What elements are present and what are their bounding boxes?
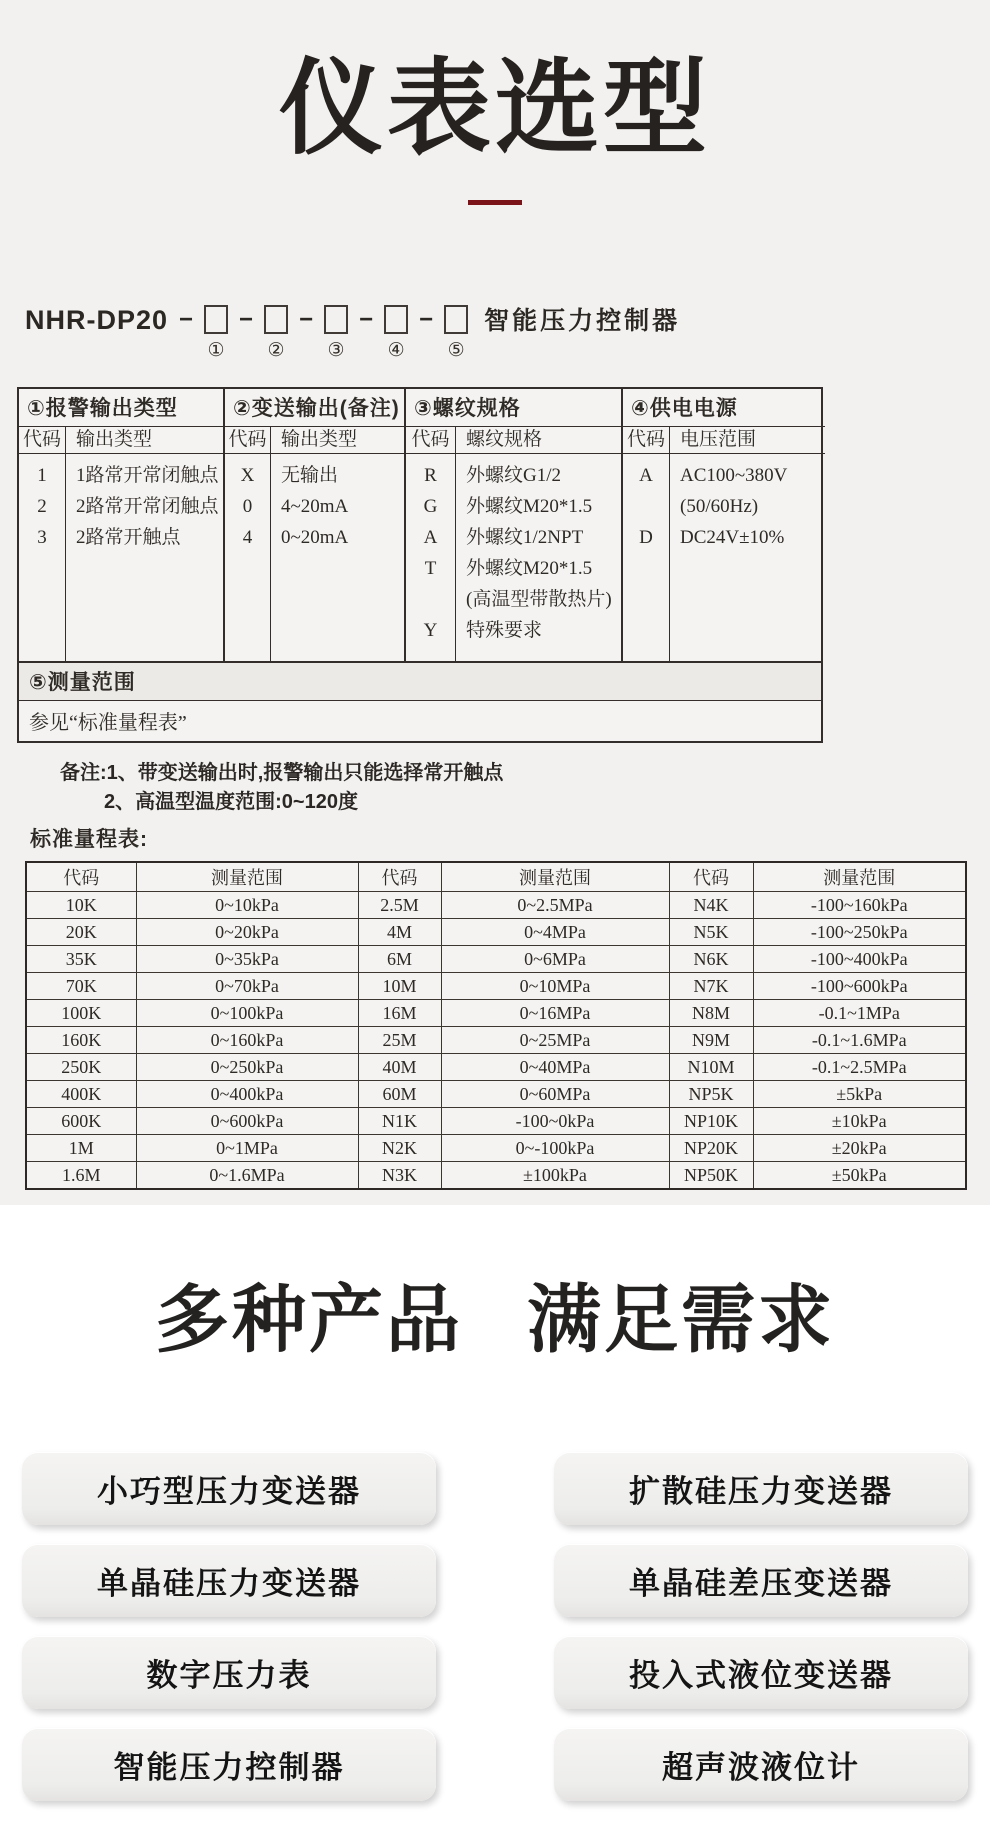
group-title: ③螺纹规格 [406, 389, 621, 427]
measure-range-header: ⑤测量范围 [19, 661, 821, 701]
page-title: 仪表选型 [278, 51, 711, 167]
group-title: ④供电电源 [623, 389, 825, 427]
desc-header: 电压范围 [680, 429, 757, 451]
position-marker-4: ④ [387, 340, 405, 362]
model-separator: − [359, 306, 374, 334]
note-line-2: 2、高温型温度范围:0~120度 [104, 791, 358, 814]
model-code-box [384, 305, 408, 334]
product-button-monocrystalline-silicon-pressure-transmitter[interactable]: 单晶硅压力变送器 [22, 1544, 436, 1617]
product-button-compact-pressure-transmitter[interactable]: 小巧型压力变送器 [22, 1452, 436, 1525]
table-row: 20K 0~20kPa 4M 0~4MPa N5K -100~250kPa [26, 919, 966, 946]
selection-table [17, 387, 823, 743]
table-row: 600K 0~600kPa N1K -100~0kPa NP10K ±10kPa [26, 1108, 966, 1135]
desc-column: 外螺纹G1/2 外螺纹M20*1.5 外螺纹1/2NPT 外螺纹M20*1.5 (高温型带散热片) 特殊要求 [466, 465, 612, 642]
group-power-supply [623, 389, 825, 661]
code-column: X 0 4 [225, 454, 271, 661]
notes [60, 759, 990, 817]
products-section [0, 1205, 990, 1801]
position-marker-5: ⑤ [447, 340, 465, 362]
table-row: 35K 0~35kPa 6M 0~6MPa N6K -100~400kPa [26, 946, 966, 973]
model-separator: − [299, 306, 314, 334]
position-marker-2: ② [267, 340, 285, 362]
table-row: 1.6M 0~1.6MPa N3K ±100kPa NP50K ±50kPa [26, 1162, 966, 1189]
group-alarm-output [19, 389, 225, 661]
desc-column: 无输出 4~20mA 0~20mA [281, 465, 349, 549]
model-slot-5 [444, 305, 468, 361]
measure-range-value: 参见“标准量程表” [29, 712, 187, 735]
table-row: 70K 0~70kPa 10M 0~10MPa N7K -100~600kPa [26, 973, 966, 1000]
desc-header: 输出类型 [281, 429, 358, 451]
product-button-digital-pressure-gauge[interactable]: 数字压力表 [22, 1636, 436, 1709]
desc-header: 螺纹规格 [466, 429, 543, 451]
products-title [0, 1205, 990, 1362]
code-header: 代码 [19, 427, 66, 453]
range-table [25, 861, 967, 1190]
table-row: 10K 0~10kPa 2.5M 0~2.5MPa N4K -100~160kPa [26, 892, 966, 919]
table-row: 250K 0~250kPa 40M 0~40MPa N10M -0.1~2.5MPa [26, 1054, 966, 1081]
group-title: ①报警输出类型 [19, 389, 223, 427]
table-row: 1M 0~1MPa N2K 0~-100kPa NP20K ±20kPa [26, 1135, 966, 1162]
position-marker-3: ③ [327, 340, 345, 362]
code-header: 代码 [623, 427, 670, 453]
product-button-monocrystalline-silicon-dp-transmitter[interactable]: 单晶硅差压变送器 [554, 1544, 968, 1617]
model-suffix: 智能压力控制器 [484, 307, 681, 336]
model-slot-2 [264, 305, 288, 361]
model-separator: − [179, 306, 194, 334]
code-header: 代码 [225, 427, 271, 453]
desc-header: 输出类型 [76, 429, 153, 451]
range-table-label: 标准量程表: [30, 828, 148, 852]
model-code-box [264, 305, 288, 334]
code-column: 1 2 3 [19, 454, 66, 661]
products-grid [22, 1452, 968, 1801]
product-button-diffused-silicon-pressure-transmitter[interactable]: 扩散硅压力变送器 [554, 1452, 968, 1525]
table-row: 400K 0~400kPa 60M 0~60MPa NP5K ±5kPa [26, 1081, 966, 1108]
product-button-ultrasonic-level-meter[interactable]: 超声波液位计 [554, 1728, 968, 1801]
code-column: R G A T Y [406, 454, 456, 661]
model-separator: − [239, 306, 254, 334]
product-button-smart-pressure-controller[interactable]: 智能压力控制器 [22, 1728, 436, 1801]
model-slot-1 [204, 305, 228, 361]
model-prefix: NHR-DP20 [25, 305, 169, 336]
model-code-box [204, 305, 228, 334]
group-title: ②变送输出(备注) [225, 389, 404, 427]
model-code-box [324, 305, 348, 334]
code-column: A D [623, 454, 670, 661]
model-code-row [25, 305, 990, 361]
group-thread-spec [406, 389, 623, 661]
table-row: 100K 0~100kPa 16M 0~16MPa N8M -0.1~1MPa [26, 1000, 966, 1027]
accent-underline [468, 200, 522, 205]
note-line-1: 备注:1、带变送输出时,报警输出只能选择常开触点 [60, 762, 504, 785]
products-title-right: 满足需求 [527, 1278, 835, 1361]
selection-table-groups [19, 389, 821, 661]
model-slot-4 [384, 305, 408, 361]
product-button-submersible-level-transmitter[interactable]: 投入式液位变送器 [554, 1636, 968, 1709]
products-title-left: 多种产品 [155, 1278, 463, 1361]
desc-column: AC100~380V (50/60Hz) DC24V±10% [680, 465, 788, 549]
range-table-header-row: 代码 测量范围 代码 测量范围 代码 测量范围 [26, 862, 966, 892]
code-header: 代码 [406, 427, 456, 453]
position-marker-1: ① [207, 340, 225, 362]
table-row: 160K 0~160kPa 25M 0~25MPa N9M -0.1~1.6MPa [26, 1027, 966, 1054]
group-transmit-output [225, 389, 406, 661]
model-slot-3 [324, 305, 348, 361]
desc-column: 1路常开常闭触点 2路常开常闭触点 2路常开触点 [76, 465, 219, 549]
model-code-box [444, 305, 468, 334]
model-separator: − [419, 306, 434, 334]
